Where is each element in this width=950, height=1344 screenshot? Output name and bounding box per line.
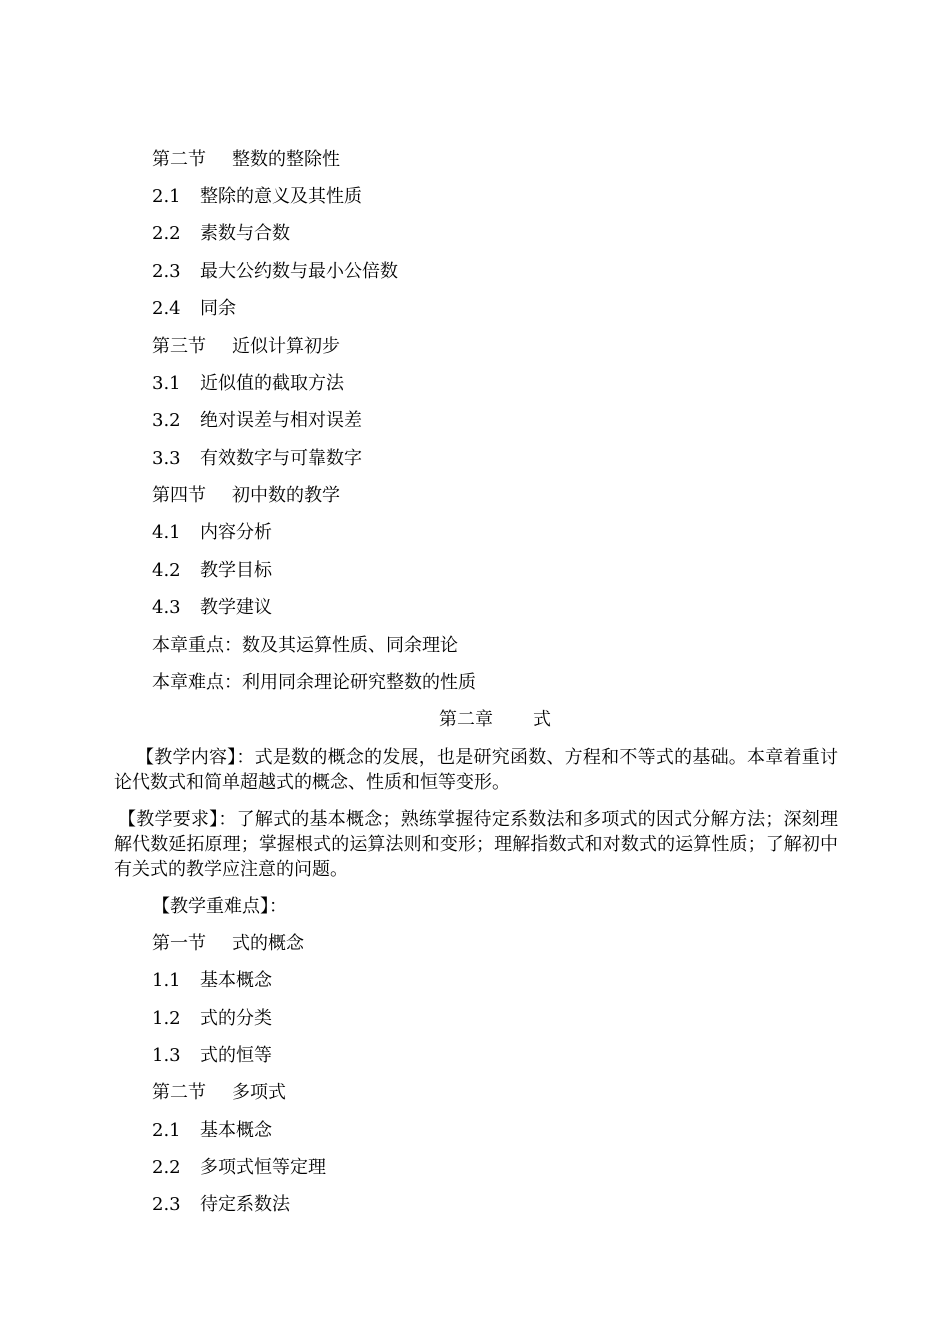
outline-item xyxy=(152,185,362,209)
item-number: 2.2 xyxy=(152,223,181,244)
outline-item xyxy=(152,1007,272,1031)
chapter-number: 第二章 xyxy=(439,709,493,730)
key-difficult-heading: 【教学重难点】： xyxy=(152,896,287,917)
item-number: 4.2 xyxy=(152,560,181,581)
item-number: 4.3 xyxy=(152,597,181,618)
teaching-content-paragraph: 【教学内容】：式是数的概念的发展，也是研究函数、方程和不等式的基础。本章着重讨论代数式和简单超越式的概念、性质和恒等变形。 xyxy=(114,747,838,793)
outline-item xyxy=(152,521,272,545)
section-title: 式的概念 xyxy=(232,933,304,954)
item-number: 3.3 xyxy=(152,448,181,469)
item-title: 待定系数法 xyxy=(200,1194,290,1215)
outline-item xyxy=(152,409,362,433)
item-title: 有效数字与可靠数字 xyxy=(200,448,362,469)
item-number: 3.2 xyxy=(152,410,181,431)
item-title: 基本概念 xyxy=(200,1120,272,1141)
outline-item xyxy=(152,372,344,396)
outline-item xyxy=(152,1156,326,1180)
item-title: 最大公约数与最小公倍数 xyxy=(200,261,398,282)
section-number: 第一节 xyxy=(152,933,206,954)
item-title: 教学目标 xyxy=(200,560,272,581)
section-number: 第二节 xyxy=(152,149,206,170)
item-title: 素数与合数 xyxy=(200,223,290,244)
item-number: 1.1 xyxy=(152,970,181,991)
item-title: 基本概念 xyxy=(200,970,272,991)
outline-item xyxy=(152,559,272,583)
section-heading xyxy=(152,932,304,956)
section-title: 初中数的教学 xyxy=(232,485,340,506)
item-title: 绝对误差与相对误差 xyxy=(200,410,362,431)
teaching-requirements-paragraph: 【教学要求】：了解式的基本概念；熟练掌握待定系数法和多项式的因式分解方法；深刻理解代数延拓原理；掌握根式的运算法则和变形；理解指数式和对数式的运算性质；了解初中有关式的教学应注意的问题。 xyxy=(114,809,838,880)
item-title: 式的恒等 xyxy=(200,1045,272,1066)
item-number: 2.4 xyxy=(152,298,181,319)
section-heading xyxy=(152,148,340,172)
item-number: 2.3 xyxy=(152,261,181,282)
outline-item xyxy=(152,1044,272,1068)
item-number: 2.2 xyxy=(152,1157,181,1178)
item-title: 整除的意义及其性质 xyxy=(200,186,362,207)
item-title: 式的分类 xyxy=(200,1008,272,1029)
item-title: 内容分析 xyxy=(200,522,272,543)
chapter-title: 式 xyxy=(533,709,551,730)
item-number: 1.2 xyxy=(152,1008,181,1029)
item-number: 4.1 xyxy=(152,522,181,543)
section-title: 近似计算初步 xyxy=(232,336,340,357)
section-number: 第二节 xyxy=(152,1082,206,1103)
chapter-heading xyxy=(0,708,950,732)
outline-item xyxy=(152,222,290,246)
item-number: 2.3 xyxy=(152,1194,181,1215)
item-title: 教学建议 xyxy=(200,597,272,618)
section-number: 第四节 xyxy=(152,485,206,506)
section-title: 多项式 xyxy=(232,1082,286,1103)
outline-item xyxy=(152,297,236,321)
item-number: 1.3 xyxy=(152,1045,181,1066)
section-number: 第三节 xyxy=(152,336,206,357)
outline-item xyxy=(152,596,272,620)
section-heading xyxy=(152,335,340,359)
difficult-points: 本章难点：利用同余理论研究整数的性质 xyxy=(152,672,476,693)
item-title: 近似值的截取方法 xyxy=(200,373,344,394)
section-heading xyxy=(152,1081,286,1105)
item-number: 2.1 xyxy=(152,186,181,207)
outline-item xyxy=(152,1193,290,1217)
item-title: 同余 xyxy=(200,298,236,319)
item-title: 多项式恒等定理 xyxy=(200,1157,326,1178)
item-number: 3.1 xyxy=(152,373,181,394)
outline-item xyxy=(152,260,398,284)
item-number: 2.1 xyxy=(152,1120,181,1141)
section-heading xyxy=(152,484,340,508)
outline-item xyxy=(152,447,362,471)
outline-item xyxy=(152,969,272,993)
key-points: 本章重点：数及其运算性质、同余理论 xyxy=(152,635,458,656)
outline-item xyxy=(152,1119,272,1143)
section-title: 整数的整除性 xyxy=(232,149,340,170)
